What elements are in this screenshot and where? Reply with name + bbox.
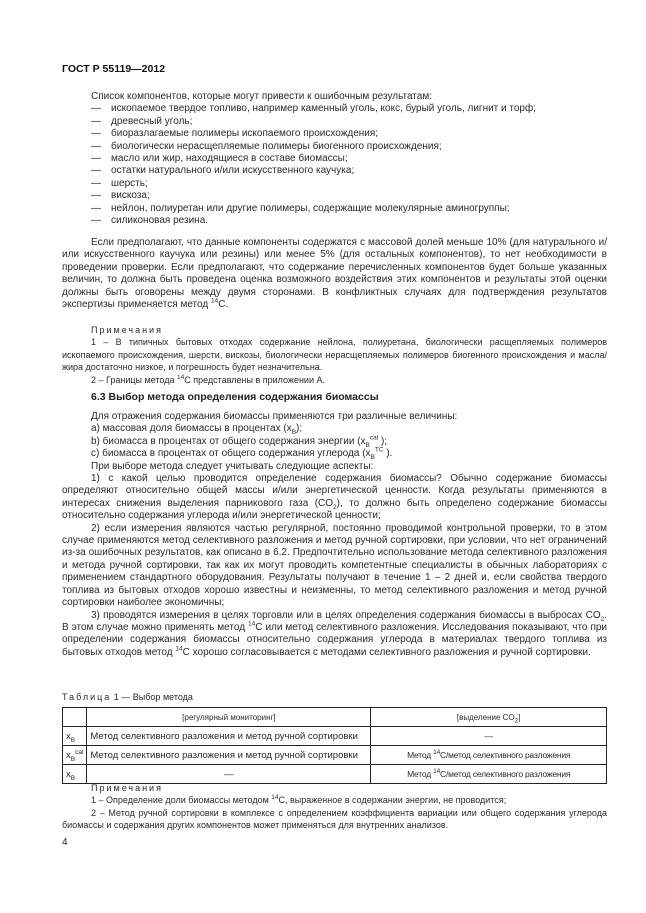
item-text: c) биомасса в процентах от общего содержания углерода (x	[91, 448, 371, 460]
list-item	[62, 128, 607, 140]
subscript: B	[365, 441, 370, 449]
paragraph-text: C.	[218, 299, 229, 311]
note-text: 2 – Границы метода	[91, 374, 177, 385]
subscript: 2	[600, 615, 605, 623]
symbol-cell: $x_B$	[63, 765, 87, 784]
paragraph-thresholds	[62, 237, 607, 311]
superscript: 14	[433, 749, 440, 757]
aspect-text: . В этом случае можно применять метод	[62, 609, 607, 633]
header-cell: [регулярный мониторинг]	[87, 708, 371, 727]
aspect-text: C или метод селективного разложения. Исследования показывают, что при определении содержания биомассы относительно содержания углерода в материалах твердого топлива из бытовых отходов метод	[62, 621, 608, 658]
monitoring-cell: —	[87, 765, 371, 784]
list-item	[62, 153, 607, 165]
dash-bullet: —	[91, 190, 101, 202]
superscript: 14	[248, 620, 256, 628]
notes-title: Примечания	[91, 783, 163, 793]
note-2	[62, 374, 607, 386]
table-row	[63, 746, 607, 765]
list-item	[62, 215, 607, 227]
symbol-cell: $x_B$	[63, 727, 87, 746]
dash-bullet: —	[91, 202, 101, 214]
dash-bullet: —	[91, 165, 101, 177]
dash-bullet: —	[91, 215, 101, 227]
subscript: B	[70, 736, 76, 744]
page-number: 4	[62, 837, 68, 848]
monitoring-cell: Метод селективного разложения и метод ручной сортировки	[87, 746, 371, 765]
item-c	[62, 448, 607, 460]
aspect-3	[62, 610, 607, 660]
notes-title: Примечания	[91, 325, 163, 335]
paragraph-text: Если предполагают, что данные компоненты содержатся с массовой долей меньше 10% (для натурального и/или искусственного каучука или резины) или менее 5% (для остальных компонентов), то нет необходимости в проведении проверки. Если предполагают, что содержание перечисленных компонентов будет больше указанных величин, то должна быть проведена оценка возможного воздействия этих компонентов и результаты этой оценки должны быть оговорены между двумя сторонами. В конфликтных случаях для подтверждения результатов экспертизы применяется метод	[62, 237, 607, 311]
list-item-text: нейлон, полиуретан или другие полимеры, содержащие молекулярные аминогруппы;	[111, 202, 510, 214]
document-header: ГОСТ Р 55119—2012	[62, 63, 166, 75]
dash-bullet: —	[91, 128, 101, 140]
note-1: 1 – В типичных бытовых отходах содержание нейлона, полиуретана, биологически расщепляемых полимеров ископаемого происхождения, шерсти, вискозы, биологически нерасщепляемых полимеров биогенного происхождения и масла/жира достаточно низкое, и погрешность будет незначительна.	[62, 337, 607, 373]
list-item	[62, 103, 607, 115]
list-item-text: остатки натурального и/или искусственного каучука;	[111, 165, 355, 177]
co2-cell: Метод $^{14}$C/метод селективного разложения	[371, 746, 607, 765]
subscript: B	[70, 755, 76, 763]
table-caption	[62, 692, 607, 702]
header-cell	[63, 708, 87, 727]
note-text: 1 – Определение доли биомассы методом	[91, 795, 272, 806]
note-text: C, выраженное в содержании энергии, не проводится;	[278, 795, 507, 806]
caption-label: Таблица	[62, 692, 112, 702]
section-title: 6.3 Выбор метода определения содержания биомассы	[91, 391, 379, 403]
subscript: 2	[333, 503, 337, 511]
superscript: 14	[433, 768, 440, 776]
notes-block-2	[62, 782, 607, 832]
item-a	[62, 423, 607, 435]
caption-text: 1 — Выбор метода	[111, 692, 193, 702]
list-item	[62, 116, 607, 128]
subscript: 2	[514, 717, 519, 725]
item-b	[62, 436, 607, 448]
method-table	[62, 707, 607, 784]
aspect-text: 1) с какой целью проводится определение содержания биомассы? Обычно содержание биомассы определяют относительно общей массы и/или энергетической ценности. Когда результаты применяются в интересах снижения выделения парникового газа (CO	[62, 473, 607, 509]
subscript: B	[291, 429, 297, 437]
list-item-text: шерсть;	[111, 177, 148, 189]
list-item-text: биологически нерасщепляемые полимеры биогенного происхождения;	[111, 140, 442, 152]
dash-bullet: —	[91, 103, 101, 115]
item-text: );	[296, 423, 303, 435]
superscript: cal	[369, 434, 379, 442]
superscript: cal	[75, 748, 84, 756]
table-header-row	[63, 708, 607, 727]
list-item-text: силиконовая резина.	[111, 215, 209, 227]
superscript: 14	[175, 645, 183, 653]
dash-bullet: —	[91, 177, 101, 189]
aspect-1	[62, 473, 607, 523]
aspect-text: ), то должно быть определено содержание биомассы относительно содержания углерода и/или энергетической ценности;	[62, 497, 607, 522]
list-item-text: ископаемое твердое топливо, например каменный уголь, кокс, бурый уголь, лигнит и торф;	[111, 103, 536, 115]
dash-bullet: —	[91, 153, 101, 165]
aspect-2: 2) если измерения являются частью регулярной, постоянно проводимой контрольной проверки, то в этом случае применяются метод селективного разложения и метод ручной сортировки, при условии, что нет ограничений из-за ошибочных результатов, как описано в 6.2. Предпочтительно использование метода селективного разложения и метода ручной сортировки, так как их могут проводить компетентные специалисты в обычных лабораториях с применением стандартного оборудования. Результаты получают в течение 1 – 2 дней и, если свойства твердого топлива из бытовых отходов хорошо известны и неизменны, то метод селективного разложения и метод ручной сортировки наиболее экономичны;	[62, 522, 607, 609]
list-item-text: масло или жир, находящиеся в составе биомассы;	[111, 153, 348, 165]
section-body	[62, 411, 607, 659]
superscript: 14	[210, 297, 219, 305]
superscript: 14	[271, 794, 279, 802]
co2-cell: Метод $^{14}$C/метод селективного разложения	[371, 765, 607, 784]
symbol-cell: $x_B^{cal}$	[63, 746, 87, 765]
superscript: TC	[374, 446, 384, 454]
dash-bullet: —	[91, 115, 101, 127]
list-item-text: биоразлагаемые полимеры ископаемого происхождения;	[111, 128, 379, 140]
subscript: B	[370, 454, 375, 462]
item-text: ).	[383, 448, 393, 460]
component-list	[62, 91, 607, 227]
table-row	[63, 727, 607, 746]
list-item	[62, 141, 607, 153]
superscript: 14	[177, 373, 185, 381]
aspects-intro: При выборе метода следует учитывать следующие аспекты:	[91, 460, 374, 472]
list-item	[62, 178, 607, 190]
item-text: a) массовая доля биомассы в процентах (x	[91, 423, 292, 435]
item-text: );	[378, 435, 388, 447]
list-item-text: древесный уголь;	[111, 115, 193, 127]
co2-cell: —	[371, 727, 607, 746]
item-text: b) биомасса в процентах от общего содержания энергии (x	[91, 435, 366, 447]
list-item	[62, 190, 607, 202]
subscript: B	[70, 774, 76, 782]
dash-bullet: —	[91, 140, 101, 152]
table-row	[63, 765, 607, 784]
list-item	[62, 165, 607, 177]
section-intro: Для отражения содержания биомассы применяются три различные величины:	[91, 411, 458, 422]
list-intro: Список компонентов, которые могут привести к ошибочным результатам:	[91, 91, 432, 102]
aspect-text: C хорошо согласовывается с методами селективного разложения и ручной сортировки.	[182, 646, 591, 658]
section-heading	[91, 391, 636, 403]
aspect-text: 3) проводятся измерения в целях торговли или в целях определения содержания биомассы в выбросах CO	[91, 609, 601, 621]
header-cell: [выделение $CO_2$]	[371, 708, 607, 727]
note-2: 2 – Метод ручной сортировки в комплексе с определением коэффициента вариации или общего содержания углерода биомассы и содержания других компонентов может применяться для внутренних анализов.	[62, 807, 607, 831]
note-1	[62, 794, 607, 806]
notes-block-1	[62, 324, 607, 386]
monitoring-cell: Метод селективного разложения и метод ручной сортировки	[87, 727, 371, 746]
list-item	[62, 203, 607, 215]
note-text: C представлены в приложении А.	[184, 374, 325, 385]
list-item-text: вискоза;	[111, 190, 150, 202]
